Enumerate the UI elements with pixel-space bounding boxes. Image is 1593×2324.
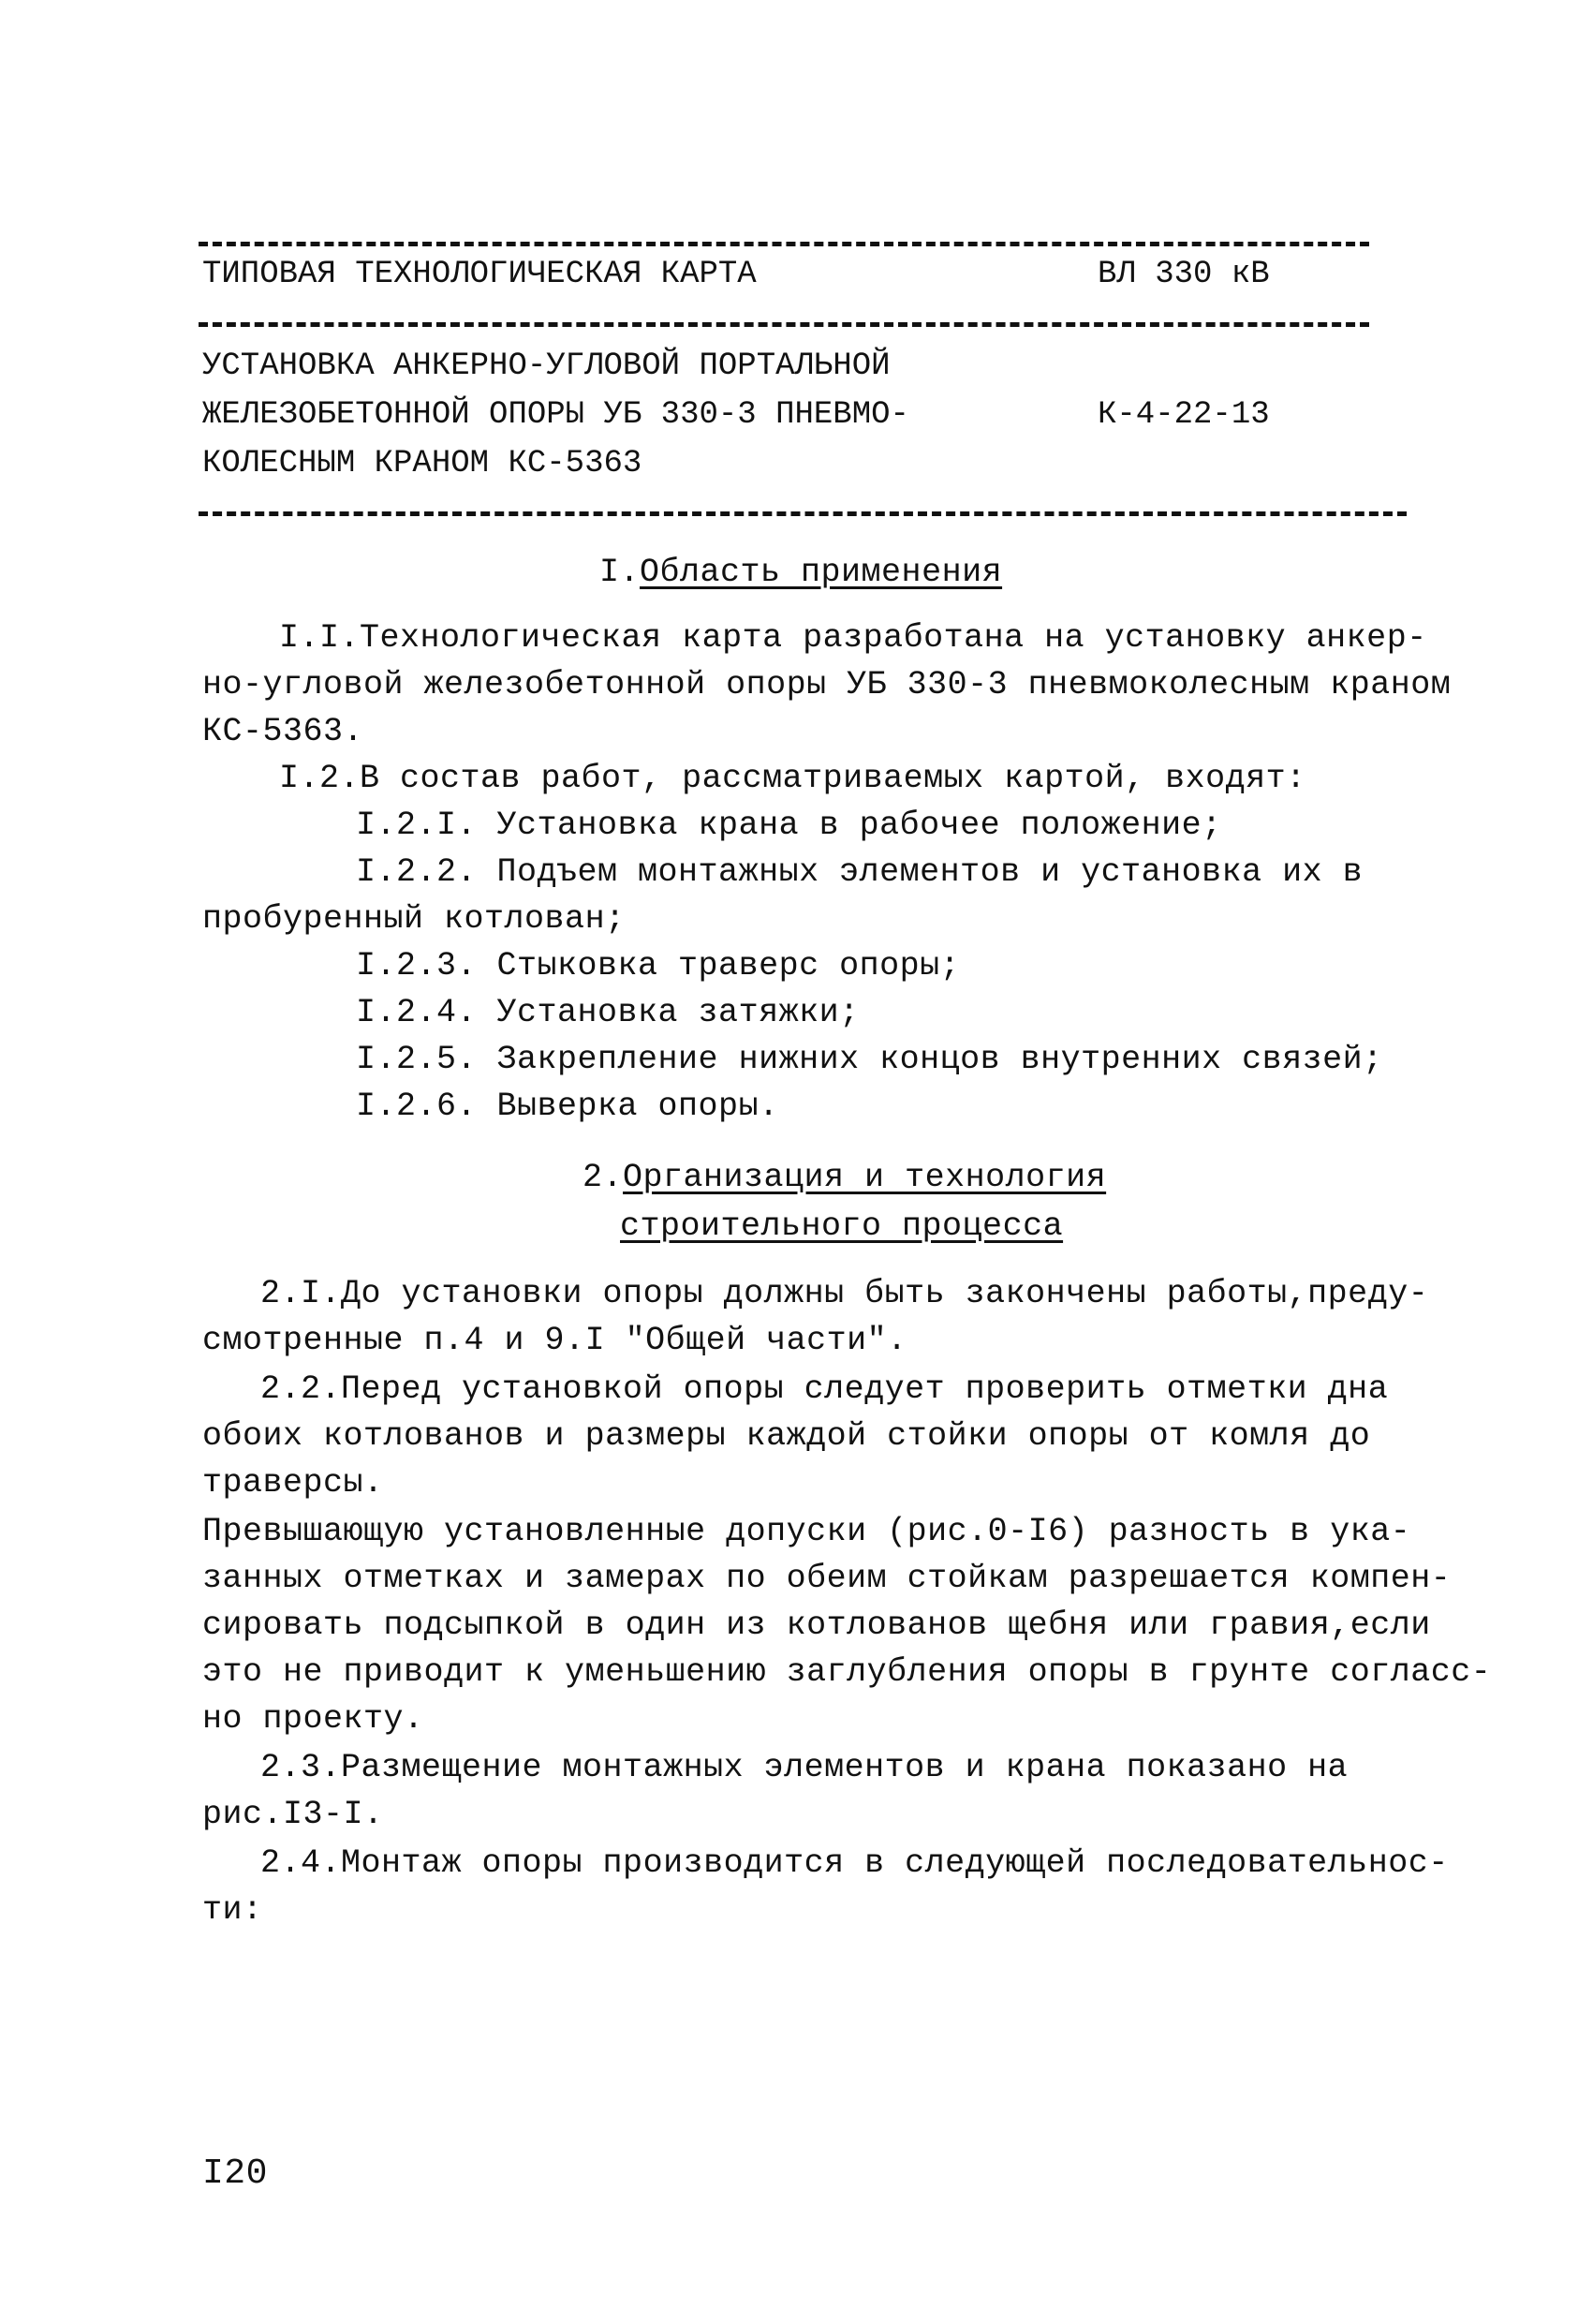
section-2-number: 2.	[583, 1159, 624, 1196]
s1-item-2-line-1: I.2.2. Подъем монтажных элементов и установка их в	[356, 853, 1364, 891]
section-2-heading-line-1	[583, 1158, 1106, 1197]
s1-item-3: I.2.3. Стыковка траверс опоры;	[356, 947, 961, 984]
s2-p3-line-1: Превышающую установленные допуски (рис.0-I6) разность в ука-	[202, 1513, 1411, 1550]
page-number: I20	[202, 2154, 268, 2194]
header-bottom-dashed-rule	[199, 511, 1407, 516]
s2-p2-line-3: траверсы.	[202, 1464, 384, 1502]
header-mid-dashed-rule	[199, 322, 1369, 327]
s2-p2-line-2: обоих котлованов и размеры каждой стойки опоры от комля до	[202, 1417, 1371, 1455]
header-top-dashed-rule	[199, 242, 1369, 246]
section-1-title: Область применения	[640, 554, 1003, 591]
card-title: ТИПОВАЯ ТЕХНОЛОГИЧЕСКАЯ КАРТА	[202, 257, 757, 292]
s1-item-2-line-2: пробуренный котлован;	[202, 900, 626, 938]
s2-p1-line-1: 2.I.До установки опоры должны быть закончены работы,преду-	[260, 1275, 1429, 1312]
s1-p2-intro: I.2.В состав работ, рассматриваемых картой, входят:	[279, 760, 1306, 797]
section-2-title-line-2: строительного процесса	[620, 1207, 1064, 1245]
s2-p4-line-1: 2.3.Размещение монтажных элементов и крана показано на	[260, 1749, 1349, 1786]
s1-item-5: I.2.5. Закрепление нижних концов внутренних связей;	[356, 1041, 1383, 1078]
s1-p1-line-3: КС-5363.	[202, 713, 364, 750]
s2-p1-line-2: смотренные п.4 и 9.I "Общей части".	[202, 1322, 907, 1359]
s2-p3-line-4: это не приводит к уменьшению заглубления опоры в грунте согласс-	[202, 1653, 1492, 1691]
subject-line-1: УСТАНОВКА АНКЕРНО-УГЛОВОЙ ПОРТАЛЬНОЙ	[202, 348, 891, 384]
s2-p5-line-1: 2.4.Монтаж опоры производится в следующей последовательнос-	[260, 1844, 1449, 1882]
line-voltage: ВЛ 330 кВ	[1098, 257, 1270, 292]
subject-line-3: КОЛЕСНЫМ КРАНОМ КС-5363	[202, 446, 642, 481]
section-1-number: I.	[599, 554, 641, 591]
s2-p4-line-2: рис.I3-I.	[202, 1796, 384, 1833]
s1-p1-line-1: I.I.Технологическая карта разработана на установку анкер-	[279, 619, 1427, 657]
subject-line-2: ЖЕЛЕЗОБЕТОННОЙ ОПОРЫ УБ 330-3 ПНЕВМО-	[202, 397, 909, 433]
s1-p1-line-2: но-угловой железобетонной опоры УБ 330-3 пневмоколесным краном	[202, 666, 1452, 703]
s1-item-6: I.2.6. Выверка опоры.	[356, 1088, 779, 1125]
s2-p3-line-2: занных отметках и замерах по обеим стойкам разрешается компен-	[202, 1560, 1452, 1597]
s1-item-4: I.2.4. Установка затяжки;	[356, 994, 860, 1031]
s2-p3-line-3: сировать подсыпкой в один из котлованов щебня или гравия,если	[202, 1606, 1431, 1644]
card-code: К-4-22-13	[1098, 397, 1270, 433]
s1-item-1: I.2.I. Установка крана в рабочее положение;	[356, 807, 1222, 844]
section-1-heading	[599, 553, 1002, 592]
s2-p3-line-5: но проекту.	[202, 1700, 424, 1738]
s2-p5-line-2: ти:	[202, 1891, 263, 1929]
section-2-title-line-1: Организация и технология	[623, 1159, 1107, 1196]
s2-p2-line-1: 2.2.Перед установкой опоры следует проверить отметки дна	[260, 1370, 1389, 1408]
